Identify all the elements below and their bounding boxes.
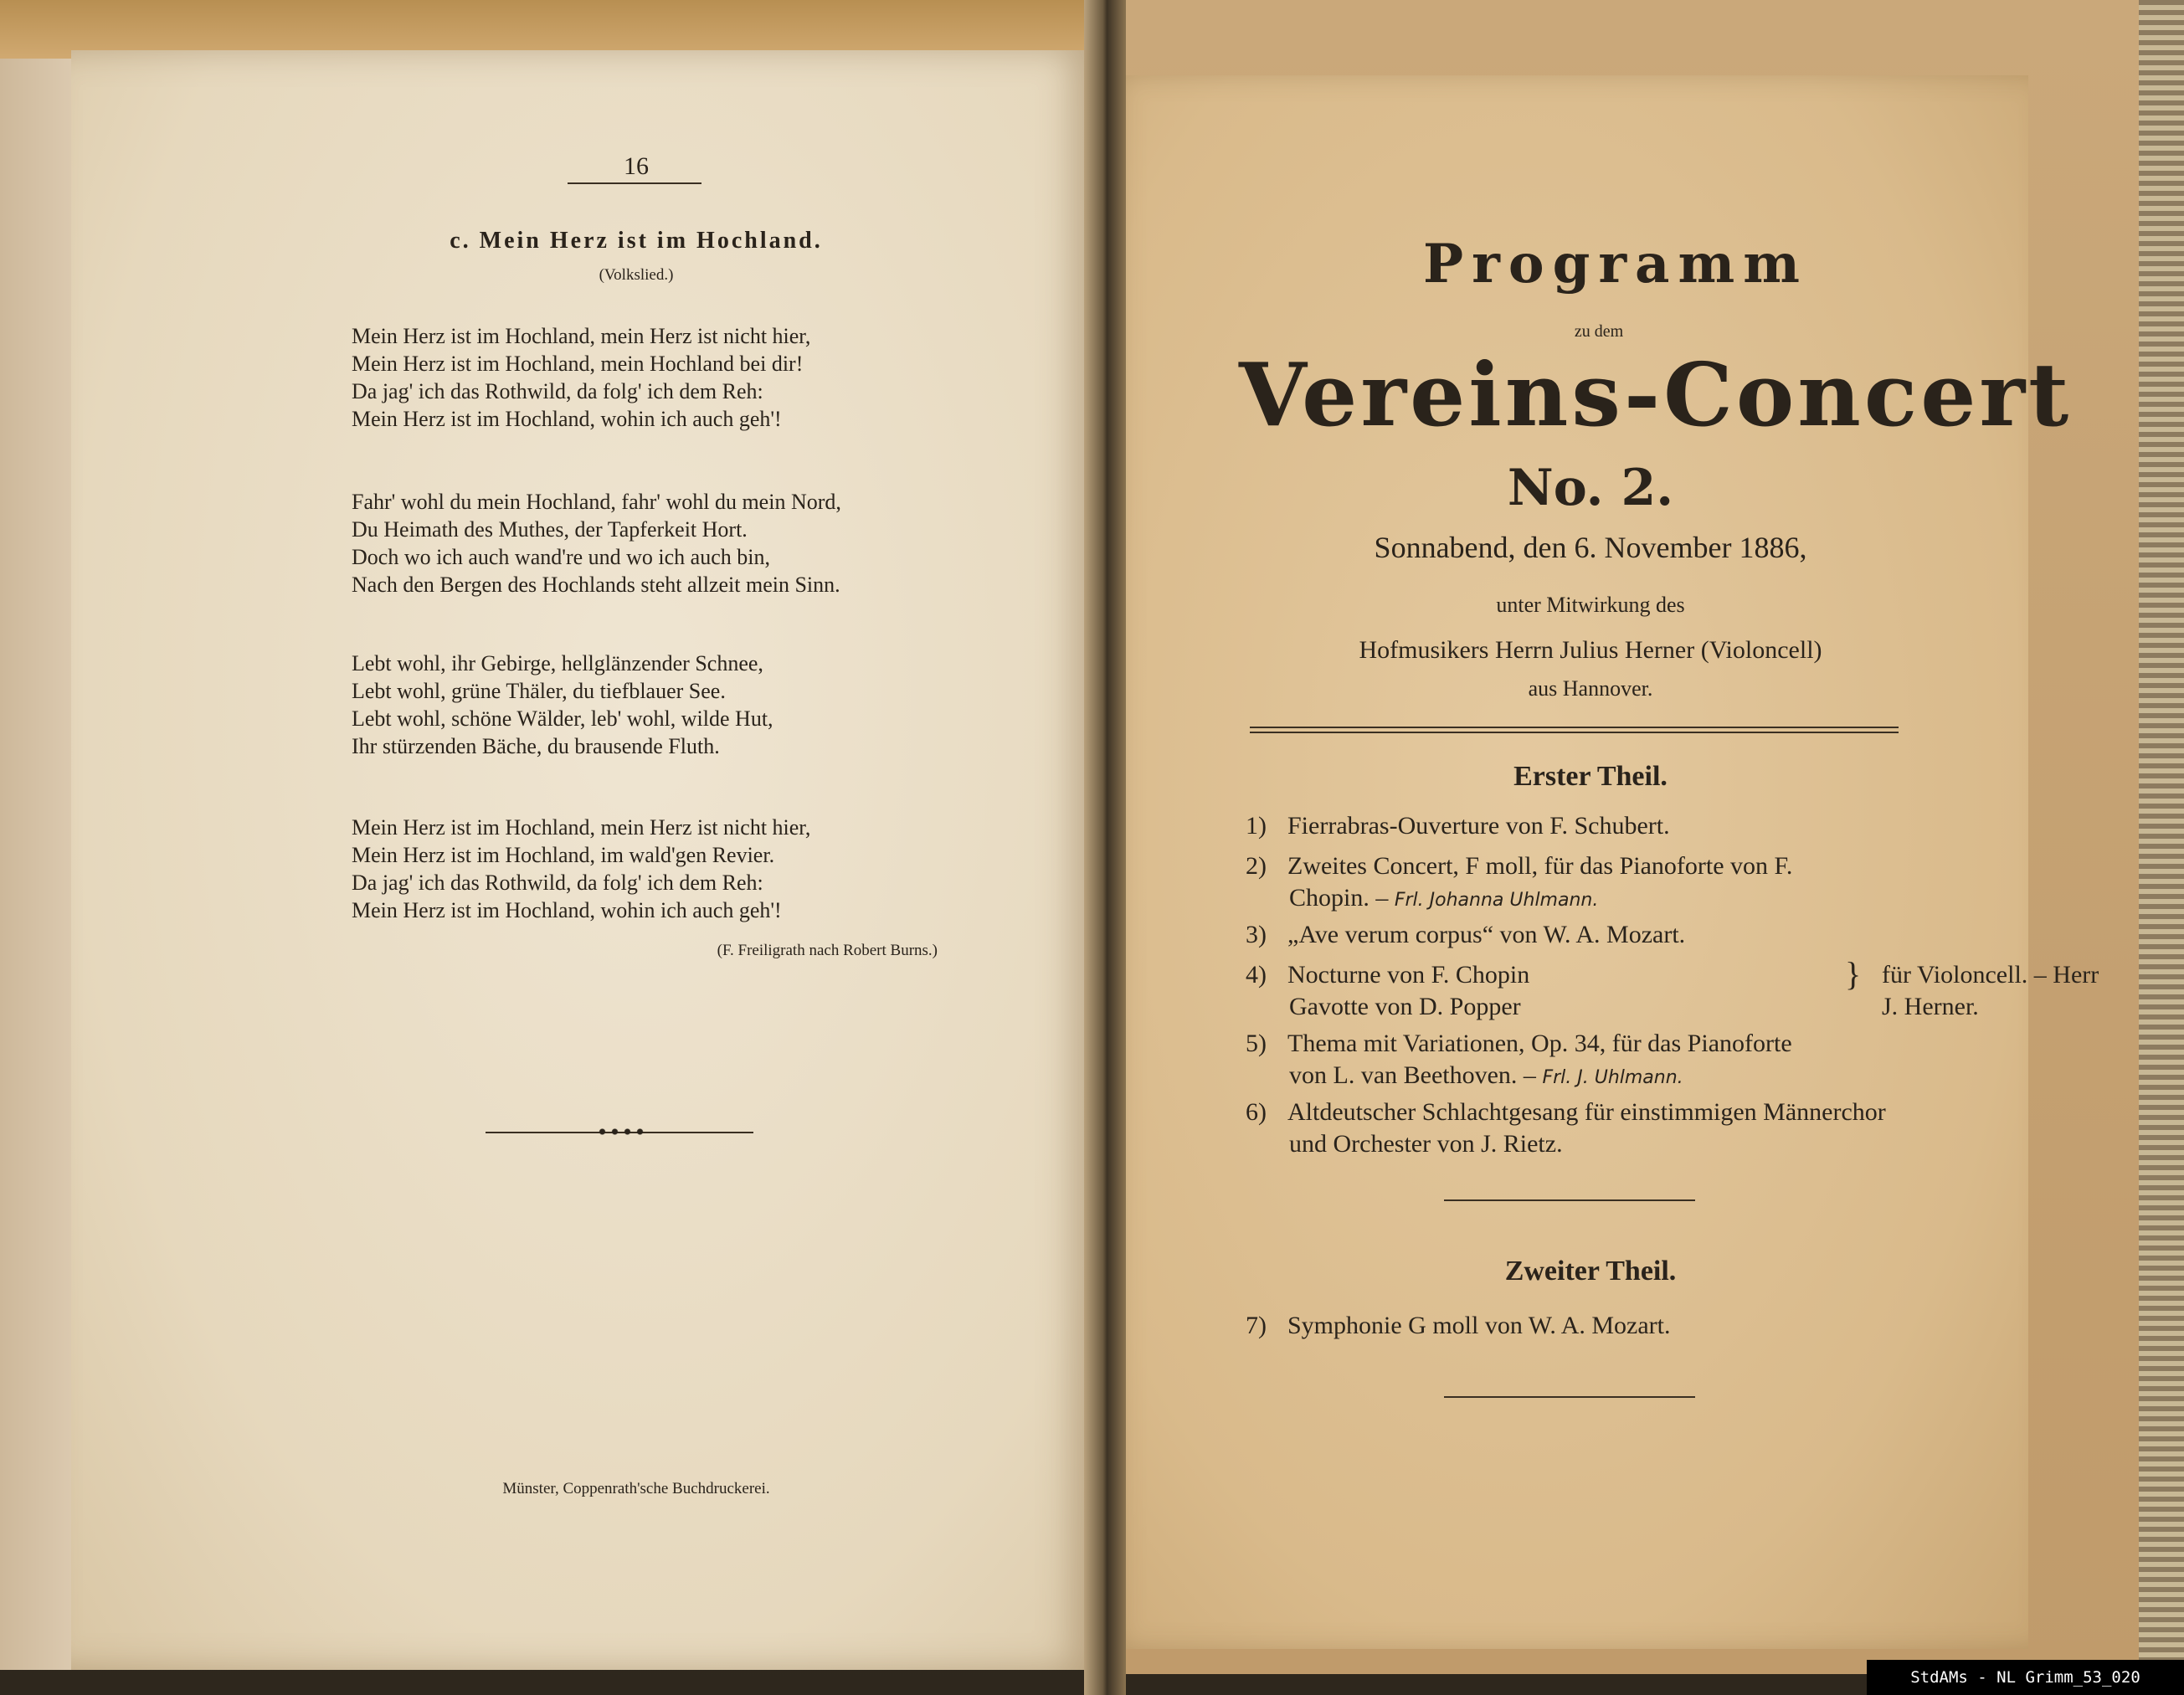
program-item-6 (1246, 1098, 1886, 1127)
item-text: Symphonie G moll von W. A. Mozart. (1287, 1312, 1671, 1339)
verse-line: Nach den Bergen des Hochlands steht allzeit mein Sinn. (352, 573, 840, 597)
verse-3 (352, 650, 954, 760)
program-item-6-cont: und Orchester von J. Rietz. (1289, 1130, 1563, 1158)
verse-line: Lebt wohl, ihr Gebirge, hellglänzender Schnee, (352, 651, 763, 675)
poem-credit: (F. Freiligrath nach Robert Burns.) (717, 942, 938, 959)
program-item-7 (1246, 1312, 1671, 1340)
verse-line: Du Heimath des Muthes, der Tapferkeit Hort. (352, 517, 748, 542)
verse-2 (352, 488, 954, 598)
item-text: Zweites Concert, F moll, für das Pianoforte von F. (1287, 852, 1793, 880)
program-item-2 (1246, 852, 1792, 881)
double-rule-bottom (1250, 732, 1899, 733)
verse-line: Mein Herz ist im Hochland, wohin ich auch geh'! (352, 407, 782, 431)
end-rule (1444, 1396, 1695, 1398)
right-decorative-border (2139, 0, 2184, 1695)
item-number: 5) (1246, 1030, 1267, 1057)
item-text: von L. van Beethoven. – (1289, 1061, 1536, 1089)
part-2-title: Zweiter Theil. (1504, 1256, 1677, 1287)
left-page-edges (0, 59, 75, 1670)
song-title: c. Mein Herz ist im Hochland. (450, 228, 823, 254)
verse-line: Mein Herz ist im Hochland, im wald'gen Revier. (352, 843, 775, 867)
verse-line: Mein Herz ist im Hochland, mein Herz ist nicht hier, (352, 815, 811, 840)
verse-line: Lebt wohl, grüne Thäler, du tiefblauer See. (352, 679, 726, 703)
song-subtitle: (Volkslied.) (599, 266, 674, 284)
archive-stamp: StdAMs - NL Grimm_53_020 (1867, 1660, 2184, 1695)
item-text: „Ave verum corpus“ von W. A. Mozart. (1287, 921, 1686, 948)
programm-heading: Programm (1423, 233, 1808, 295)
from-line: aus Hannover. (1528, 676, 1653, 701)
program-item-4-cont: Gavotte von D. Popper (1289, 993, 1521, 1020)
brace-symbol: } (1845, 955, 1862, 993)
ornament-dots (596, 1127, 646, 1136)
item-text: Nocturne von F. Chopin (1287, 961, 1530, 989)
program-item-2-cont (1289, 884, 1598, 912)
item-number: 2) (1246, 852, 1267, 880)
concert-title: Vereins-Concert (1239, 343, 2073, 446)
concert-number: No. 2. (1507, 459, 1674, 517)
program-item-4-right: für Violoncell. – Herr (1882, 961, 2099, 989)
performer-line: Hofmusikers Herrn Julius Herner (Violoncell) (1359, 636, 1822, 664)
double-rule-top (1250, 727, 1899, 728)
program-item-5-cont (1289, 1061, 1683, 1090)
item-number: 4) (1246, 961, 1267, 989)
item-text: Chopin. – (1289, 884, 1389, 912)
verse-line: Lebt wohl, schöne Wälder, leb' wohl, wilde Hut, (352, 706, 773, 731)
page-number: 16 (624, 152, 649, 180)
handwritten-note: Frl. J. Uhlmann. (1542, 1067, 1683, 1088)
verse-line: Ihr stürzenden Bäche, du brausende Fluth. (352, 734, 720, 758)
item-text: Fierrabras-Ouverture von F. Schubert. (1287, 812, 1670, 840)
part-1-title: Erster Theil. (1513, 761, 1668, 792)
verse-line: Mein Herz ist im Hochland, wohin ich auch geh'! (352, 898, 782, 922)
item-number: 6) (1246, 1098, 1267, 1126)
item-text: Thema mit Variationen, Op. 34, für das Pianoforte (1287, 1030, 1792, 1057)
mitwirkung-line: unter Mitwirkung des (1496, 593, 1685, 617)
handwritten-note: Frl. Johanna Uhlmann. (1394, 890, 1599, 911)
item-number: 1) (1246, 812, 1267, 840)
verse-line: Mein Herz ist im Hochland, mein Herz ist nicht hier, (352, 324, 811, 348)
book-gutter (1084, 0, 1126, 1695)
verse-line: Da jag' ich das Rothwild, da folg' ich dem Reh: (352, 871, 763, 895)
program-item-4 (1246, 961, 1529, 989)
concert-date: Sonnabend, den 6. November 1886, (1374, 531, 1807, 564)
item-number: 3) (1246, 921, 1267, 948)
verse-4 (352, 814, 954, 924)
verse-1 (352, 322, 954, 433)
item-number: 7) (1246, 1312, 1267, 1339)
program-item-5 (1246, 1030, 1792, 1058)
printer-imprint: Münster, Coppenrath'sche Buchdruckerei. (502, 1480, 770, 1497)
program-item-3 (1246, 921, 1685, 949)
verse-line: Mein Herz ist im Hochland, mein Hochland bei dir! (352, 352, 804, 376)
page-number-rule (568, 182, 701, 184)
item-text: Altdeutscher Schlachtgesang für einstimmigen Männerchor (1287, 1098, 1886, 1126)
program-item-1 (1246, 812, 1670, 840)
program-item-4-right-2: J. Herner. (1882, 993, 1979, 1020)
zu-dem: zu dem (1574, 322, 1624, 341)
verse-line: Da jag' ich das Rothwild, da folg' ich dem Reh: (352, 379, 763, 403)
divider-rule (1444, 1199, 1695, 1201)
verse-line: Fahr' wohl du mein Hochland, fahr' wohl du mein Nord, (352, 490, 841, 514)
verse-line: Doch wo ich auch wand're und wo ich auch bin, (352, 545, 770, 569)
